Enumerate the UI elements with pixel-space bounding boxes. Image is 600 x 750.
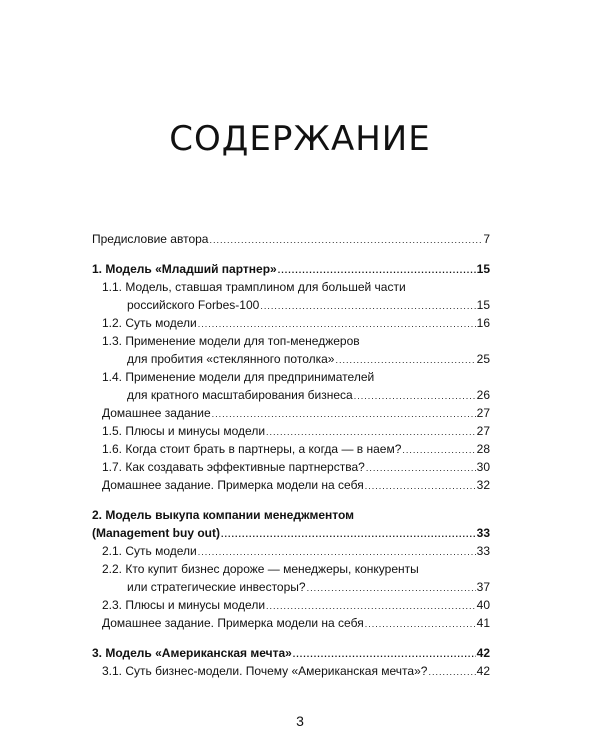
toc-entry-page: 33 bbox=[476, 544, 490, 558]
toc-entry-label: или стратегические инвесторы? bbox=[127, 580, 306, 594]
toc-entry-page: 30 bbox=[476, 460, 490, 474]
toc-entry-label: Домашнее задание. Примерка модели на себя bbox=[102, 478, 364, 492]
toc-entry-1-1-cont bbox=[92, 296, 490, 314]
toc-entry-2-2-cont bbox=[92, 578, 490, 596]
toc-entry-label: 2.1. Суть модели bbox=[102, 544, 197, 558]
toc-entry-1-6 bbox=[92, 440, 490, 458]
toc-entry-label: 1.5. Плюсы и минусы модели bbox=[102, 424, 266, 438]
toc-entry-label: 1.7. Как создавать эффективные партнерства? bbox=[102, 460, 365, 474]
toc-entry-page: 15 bbox=[476, 262, 490, 276]
dot-leader bbox=[365, 476, 476, 495]
toc-entry-page: 41 bbox=[476, 616, 490, 630]
dot-leader bbox=[402, 440, 475, 459]
toc-entry-page: 15 bbox=[476, 298, 490, 312]
dot-leader bbox=[198, 314, 476, 333]
toc-entry-label: 2.2. Кто купит бизнес дороже — менеджеры, конкуренты bbox=[102, 562, 419, 576]
toc-entry-label: российского Forbes-100 bbox=[127, 298, 260, 312]
toc-entry-page: 16 bbox=[476, 316, 490, 330]
toc-entry-page: 40 bbox=[476, 598, 490, 612]
dot-leader bbox=[366, 458, 476, 477]
toc-entry-page: 33 bbox=[476, 526, 490, 540]
toc-entry-homework-1 bbox=[92, 404, 490, 422]
toc-entry-page: 25 bbox=[476, 352, 490, 366]
dot-leader bbox=[428, 662, 475, 681]
toc-entry-3-1 bbox=[92, 662, 490, 680]
dot-leader bbox=[212, 404, 476, 423]
toc-entry-preface bbox=[92, 230, 490, 248]
table-of-contents bbox=[92, 230, 490, 680]
toc-entry-1-3 bbox=[92, 332, 490, 350]
toc-entry-1-2 bbox=[92, 314, 490, 332]
toc-entry-page: 7 bbox=[483, 232, 490, 246]
toc-entry-label: 1.3. Применение модели для топ-менеджеров bbox=[102, 334, 360, 348]
toc-chapter-2 bbox=[92, 506, 490, 524]
dot-leader bbox=[266, 596, 476, 615]
toc-entry-label: 1.2. Суть модели bbox=[102, 316, 197, 330]
dot-leader bbox=[266, 422, 476, 441]
toc-entry-2-3 bbox=[92, 596, 490, 614]
toc-entry-label: 3.1. Суть бизнес-модели. Почему «Американская мечта»? bbox=[102, 664, 428, 678]
toc-entry-label: Домашнее задание bbox=[102, 406, 211, 420]
toc-entry-homework-2 bbox=[92, 614, 490, 632]
toc-entry-page: 27 bbox=[476, 424, 490, 438]
dot-leader bbox=[293, 644, 476, 663]
toc-entry-label: для пробития «стеклянного потолка» bbox=[127, 352, 335, 366]
dot-leader bbox=[278, 260, 476, 279]
toc-entry-2-1 bbox=[92, 542, 490, 560]
toc-entry-page: 28 bbox=[476, 442, 490, 456]
toc-chapter-2-cont bbox=[92, 524, 490, 542]
toc-entry-page: 37 bbox=[476, 580, 490, 594]
toc-entry-label: для кратного масштабирования бизнеса bbox=[127, 388, 353, 402]
page-title: СОДЕРЖАНИЕ bbox=[169, 119, 431, 159]
toc-entry-1-1 bbox=[92, 278, 490, 296]
toc-entry-1-4 bbox=[92, 368, 490, 386]
toc-entry-1-3-cont bbox=[92, 350, 490, 368]
dot-leader bbox=[260, 296, 475, 315]
toc-entry-page: 26 bbox=[476, 388, 490, 402]
toc-entry-label: (Management buy out) bbox=[92, 526, 220, 540]
toc-entry-label: 2.3. Плюсы и минусы модели bbox=[102, 598, 266, 612]
dot-leader bbox=[335, 350, 475, 369]
dot-leader bbox=[354, 386, 476, 405]
toc-entry-page: 32 bbox=[476, 478, 490, 492]
toc-entry-page: 42 bbox=[476, 646, 490, 660]
toc-entry-1-7 bbox=[92, 458, 490, 476]
toc-entry-page: 42 bbox=[476, 664, 490, 678]
toc-entry-label: 1.6. Когда стоит брать в партнеры, а когда — в наем? bbox=[102, 442, 402, 456]
toc-entry-label: 3. Модель «Американская мечта» bbox=[92, 646, 292, 660]
toc-entry-label: 2. Модель выкупа компании менеджментом bbox=[92, 508, 355, 522]
dot-leader bbox=[365, 614, 476, 633]
toc-entry-1-4-cont bbox=[92, 386, 490, 404]
toc-entry-homework-1b bbox=[92, 476, 490, 494]
dot-leader bbox=[209, 230, 482, 249]
dot-leader bbox=[221, 524, 476, 543]
toc-entry-label: Предисловие автора bbox=[92, 232, 209, 246]
toc-chapter-1 bbox=[92, 260, 490, 278]
toc-entry-2-2 bbox=[92, 560, 490, 578]
toc-entry-label: Домашнее задание. Примерка модели на себя bbox=[102, 616, 364, 630]
dot-leader bbox=[307, 578, 476, 597]
toc-chapter-3 bbox=[92, 644, 490, 662]
toc-entry-label: 1.1. Модель, ставшая трамплином для большей части bbox=[102, 280, 406, 294]
toc-entry-1-5 bbox=[92, 422, 490, 440]
toc-entry-page: 27 bbox=[476, 406, 490, 420]
page-number: 3 bbox=[296, 713, 304, 729]
dot-leader bbox=[198, 542, 476, 561]
toc-entry-label: 1.4. Применение модели для предпринимателей bbox=[102, 370, 375, 384]
toc-entry-label: 1. Модель «Младший партнер» bbox=[92, 262, 277, 276]
